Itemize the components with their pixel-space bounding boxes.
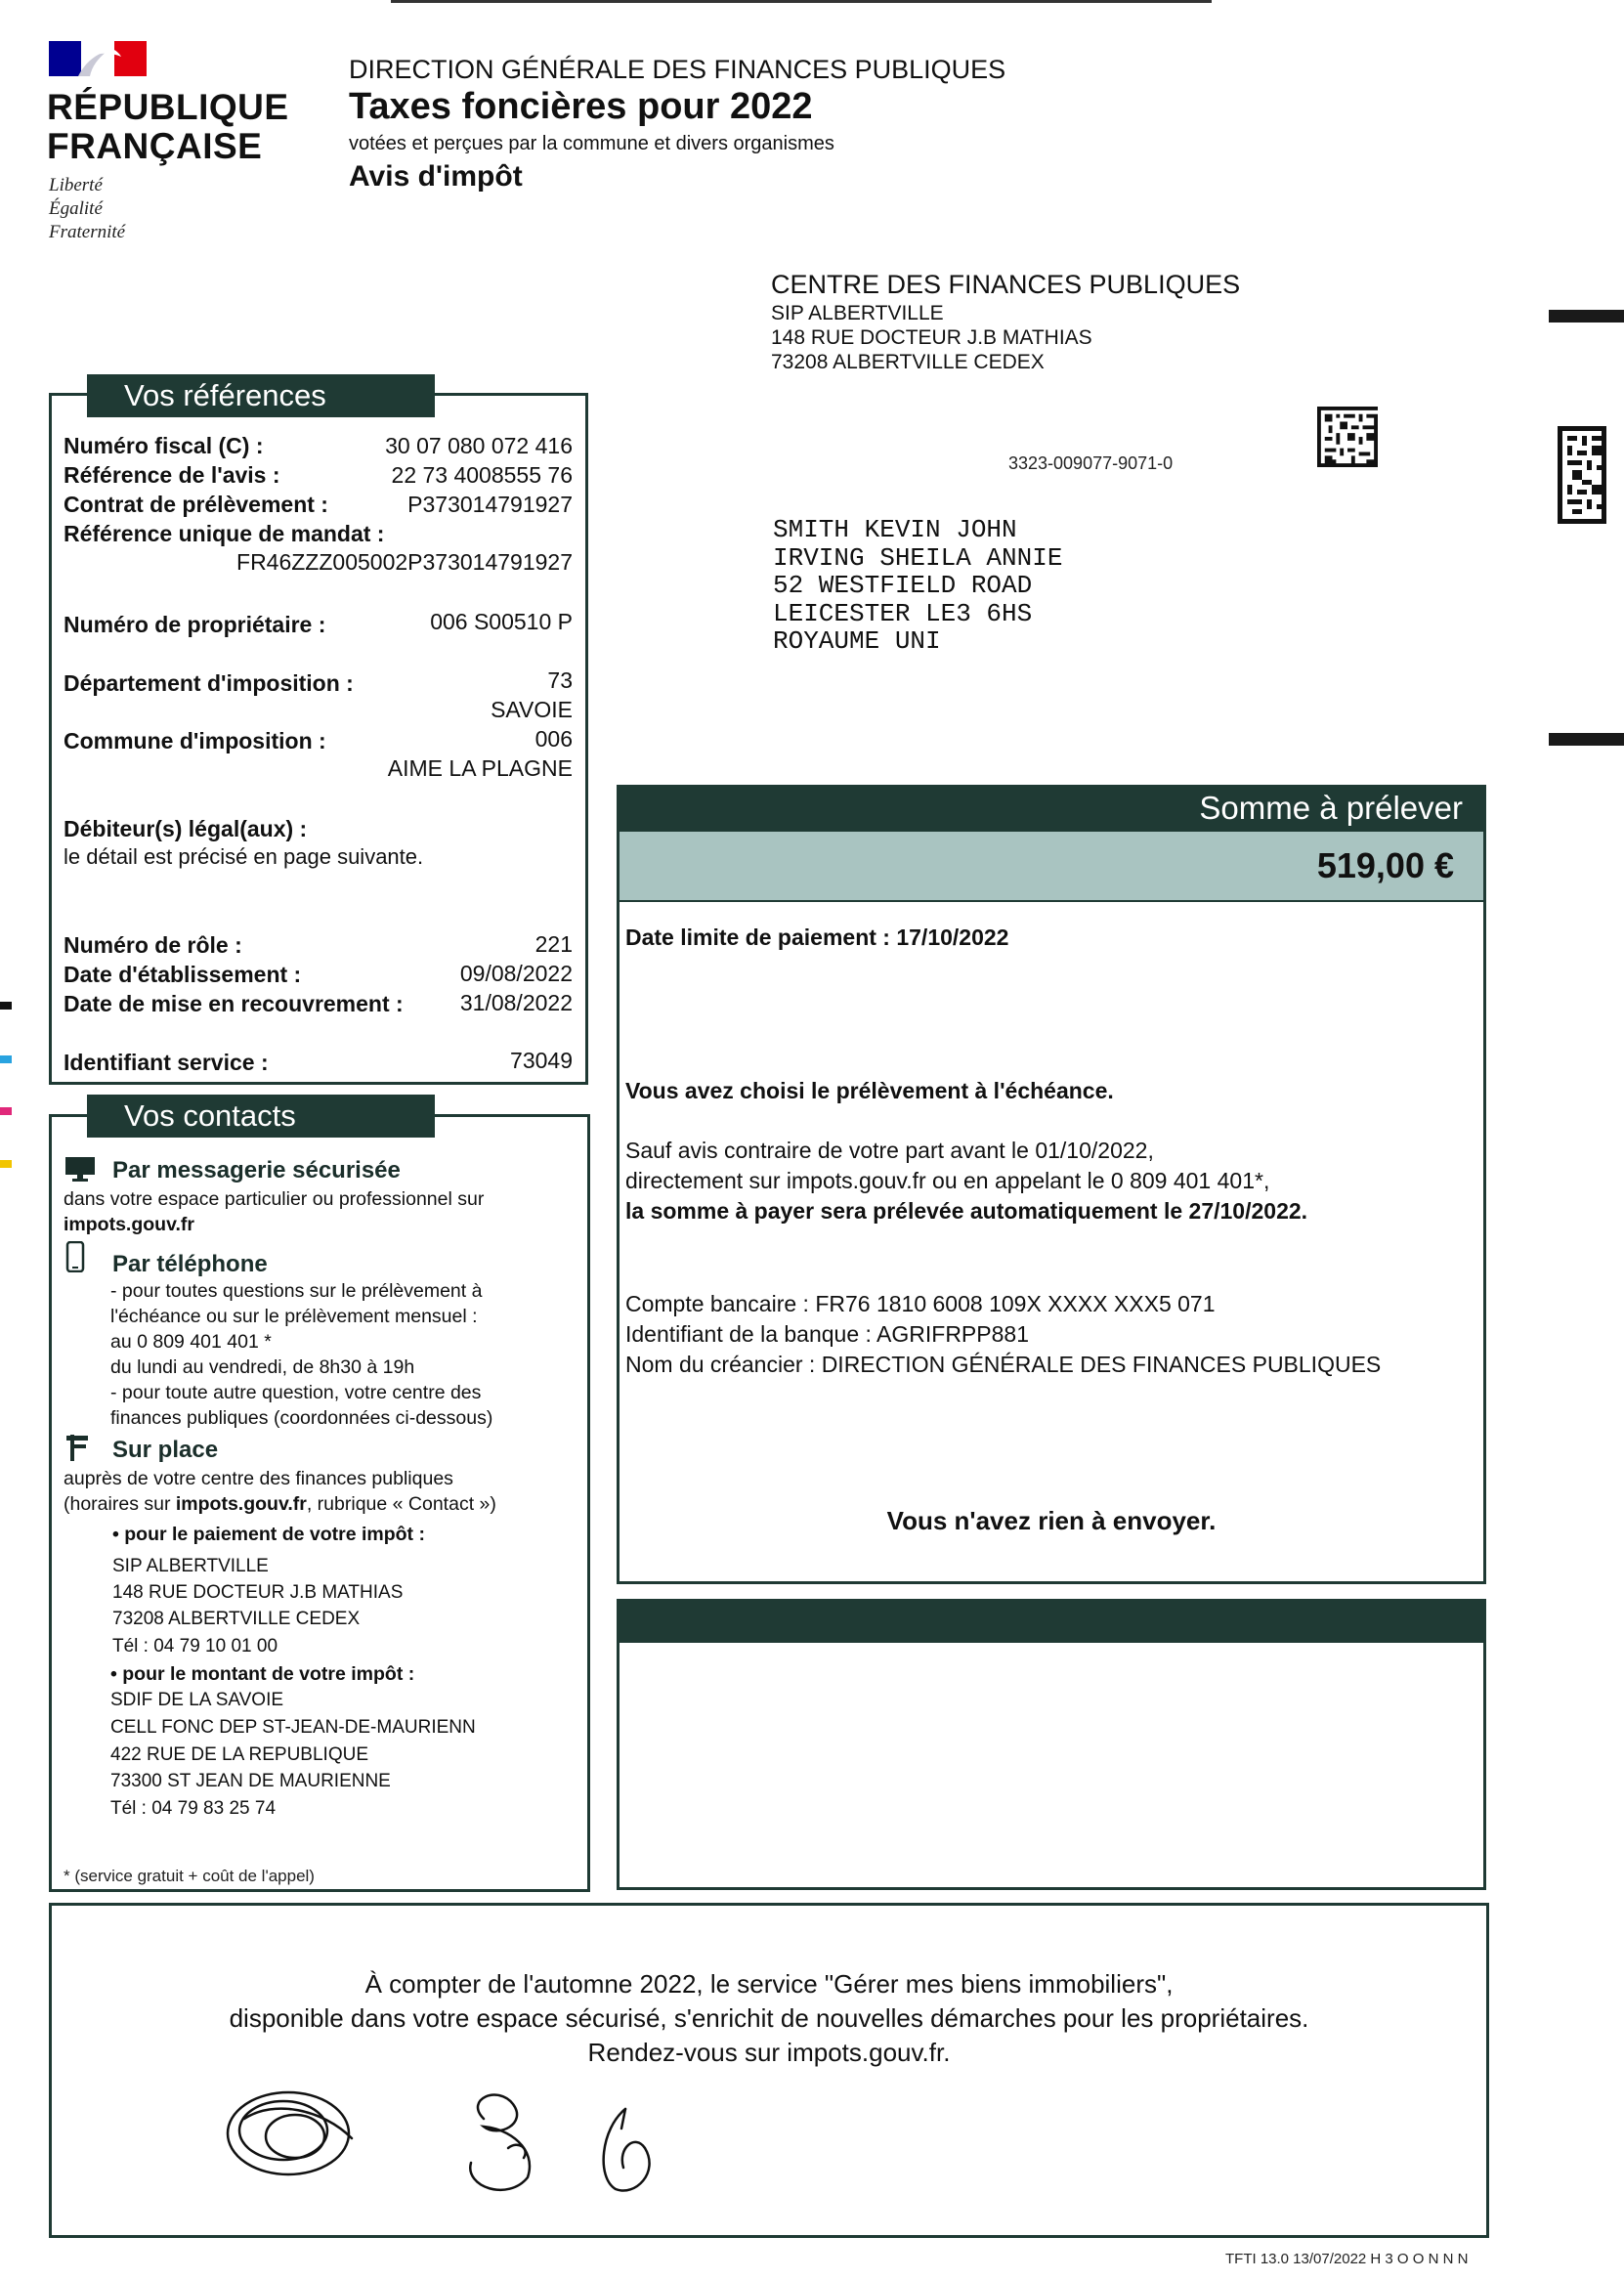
paiement-line: SIP ALBERTVILLE: [112, 1556, 269, 1576]
etablissement-label: Date d'établissement :: [64, 962, 302, 987]
proprietaire-label: Numéro de propriétaire :: [64, 612, 326, 637]
scan-mark: [0, 1002, 12, 1010]
messagerie-text: dans votre espace particulier ou professionnel sur: [64, 1188, 485, 1210]
recipient-line: SMITH KEVIN JOHN: [773, 515, 1017, 544]
motto: [49, 174, 125, 244]
role-value: 221: [534, 931, 573, 957]
paiement-line: Tél : 04 79 10 01 00: [112, 1636, 278, 1656]
departement-name: SAVOIE: [491, 697, 573, 722]
recipient-line: IRVING SHEILA ANNIE: [773, 542, 1063, 573]
paiement-title: • pour le paiement de votre impôt :: [112, 1524, 425, 1545]
date-limite: Date limite de paiement : 17/10/2022: [625, 925, 1009, 950]
motto-liberte: Liberté: [49, 175, 103, 195]
commune-code: 006: [534, 726, 573, 752]
telephone-title: Par téléphone: [112, 1251, 268, 1277]
surplace-text: , rubrique « Contact »): [306, 1493, 496, 1515]
nom-creancier: Nom du créancier : DIRECTION GÉNÉRALE DES FINANCES PUBLIQUES: [625, 1352, 1382, 1377]
montant-line: 73300 ST JEAN DE MAURIENNE: [110, 1771, 391, 1791]
role-label: Numéro de rôle :: [64, 932, 242, 958]
prelevement-choice: Vous avez choisi le prélèvement à l'échéance.: [625, 1078, 1114, 1103]
direction-title: DIRECTION GÉNÉRALE DES FINANCES PUBLIQUES: [349, 55, 1006, 84]
commune-label: Commune d'imposition :: [64, 728, 326, 753]
messagerie-title: Par messagerie sécurisée: [112, 1157, 401, 1183]
contrat-value: P373014791927: [407, 492, 573, 517]
rum-value: FR46ZZZ005002P373014791927: [236, 549, 573, 575]
tel-line: - pour toutes questions sur le prélèvement à: [110, 1280, 483, 1302]
surplace-text: (horaires sur: [64, 1493, 176, 1515]
paiement-line: 148 RUE DOCTEUR J.B MATHIAS: [112, 1582, 404, 1603]
computer-icon: [64, 1156, 97, 1182]
motto-egalite: Égalité: [49, 198, 103, 219]
empty-panel-header: [617, 1599, 1486, 1643]
montant-line: CELL FONC DEP ST-JEAN-DE-MAURIENN: [110, 1717, 476, 1738]
compte-bancaire: Compte bancaire : FR76 1810 6008 109X XXXX XXX5 071: [625, 1291, 1216, 1316]
recipient-line: ROYAUME UNI: [773, 626, 941, 656]
location-sign-icon: [64, 1433, 90, 1462]
scan-mark: [0, 1160, 12, 1168]
sauf-avis-line: la somme à payer sera prélevée automatiquement le 27/10/2022.: [625, 1198, 1308, 1224]
recipient-line: 52 WESTFIELD ROAD: [773, 571, 1033, 600]
barcode-id: 3323-009077-9071-0: [1008, 453, 1174, 473]
datamatrix-code-icon: [1316, 407, 1379, 467]
references-heading: Vos références: [87, 374, 435, 417]
contacts-heading: Vos contacts: [87, 1095, 435, 1138]
surplace-title: Sur place: [112, 1437, 219, 1463]
etablissement-value: 09/08/2022: [459, 961, 573, 986]
tel-line: finances publiques (coordonnées ci-dessous): [110, 1407, 493, 1429]
tel-line: du lundi au vendredi, de 8h30 à 19h: [110, 1356, 415, 1378]
service-value: 73049: [510, 1048, 573, 1073]
recouvrement-value: 31/08/2022: [459, 990, 573, 1015]
motto-fraternite: Fraternité: [49, 222, 126, 242]
scan-mark: [1549, 733, 1624, 746]
scan-mark: [0, 1055, 12, 1063]
somme-amount: 519,00 €: [620, 832, 1483, 900]
surplace-line: [64, 1491, 496, 1517]
service-label: Identifiant service :: [64, 1050, 269, 1075]
commune-name: AIME LA PLAGNE: [387, 755, 573, 781]
montant-line: Tél : 04 79 83 25 74: [110, 1798, 277, 1819]
scan-mark: [0, 1107, 12, 1115]
avis-label: Avis d'impôt: [349, 160, 523, 193]
sauf-avis-line: directement sur impots.gouv.fr ou en appelant le 0 809 401 401*,: [625, 1168, 1270, 1193]
debiteurs-label: Débiteur(s) légal(aux) :: [64, 816, 308, 841]
paiement-line: 73208 ALBERTVILLE CEDEX: [112, 1609, 361, 1629]
tel-line: au 0 809 401 401 *: [110, 1331, 272, 1353]
contacts-footnote: * (service gratuit + coût de l'appel): [64, 1867, 315, 1885]
datamatrix-code-icon: [1557, 426, 1607, 524]
centre-line: 148 RUE DOCTEUR J.B MATHIAS: [771, 326, 1092, 349]
rien-a-envoyer: Vous n'avez rien à envoyer.: [886, 1506, 1217, 1535]
info-line: disponible dans votre espace sécurisé, s'enrichit de nouvelles démarches pour les propriétaires.: [229, 2003, 1309, 2033]
tel-line: l'échéance ou sur le prélèvement mensuel :: [110, 1306, 478, 1327]
numero-fiscal-label: Numéro fiscal (C) :: [64, 433, 264, 458]
montant-title: • pour le montant de votre impôt :: [110, 1663, 415, 1685]
centre-line: 73208 ALBERTVILLE CEDEX: [771, 351, 1045, 373]
marianne-logo-icon: [49, 41, 147, 76]
centre-line: SIP ALBERTVILLE: [771, 302, 944, 324]
identifiant-banque: Identifiant de la banque : AGRIFRPP881: [625, 1321, 1029, 1347]
handwritten-scribble-icon: [215, 2080, 684, 2236]
sauf-avis-line: Sauf avis contraire de votre part avant le 01/10/2022,: [625, 1138, 1154, 1163]
surplace-line: auprès de votre centre des finances publiques: [64, 1468, 453, 1489]
numero-fiscal-value: 30 07 080 072 416: [385, 433, 573, 458]
tel-line: - pour toute autre question, votre centre des: [110, 1382, 482, 1403]
recouvrement-label: Date de mise en recouvrement :: [64, 991, 404, 1016]
departement-label: Département d'imposition :: [64, 670, 354, 696]
info-line: À compter de l'automne 2022, le service "Gérer mes biens immobiliers",: [364, 1969, 1174, 1999]
contrat-label: Contrat de prélèvement :: [64, 492, 328, 517]
recipient-line: LEICESTER LE3 6HS: [773, 598, 1033, 628]
messagerie-link[interactable]: impots.gouv.fr: [64, 1214, 194, 1235]
proprietaire-value: 006 S00510 P: [430, 609, 573, 634]
divider: [620, 900, 1483, 902]
scan-top-line: [391, 0, 1212, 3]
republique-francaise: RÉPUBLIQUE FRANÇAISE: [47, 87, 289, 166]
centre-name: CENTRE DES FINANCES PUBLIQUES: [771, 270, 1241, 299]
info-line: Rendez-vous sur impots.gouv.fr.: [587, 2038, 951, 2067]
scan-mark: [1549, 310, 1624, 323]
document-code: TFTI 13.0 13/07/2022 H 3 O O N N N: [1225, 2251, 1469, 2267]
recipient-address: [773, 516, 1062, 656]
montant-line: 422 RUE DE LA REPUBLIQUE: [110, 1744, 368, 1765]
ref-avis-value: 22 73 4008555 76: [391, 462, 573, 488]
debiteurs-text: le détail est précisé en page suivante.: [64, 844, 424, 869]
ref-avis-label: Référence de l'avis :: [64, 462, 280, 488]
montant-line: SDIF DE LA SAVOIE: [110, 1690, 284, 1710]
document-title: Taxes foncières pour 2022: [349, 86, 813, 127]
surplace-link[interactable]: impots.gouv.fr: [175, 1493, 307, 1515]
phone-icon: [65, 1241, 85, 1272]
rum-label: Référence unique de mandat :: [64, 521, 385, 546]
departement-code: 73: [547, 667, 573, 693]
document-subtitle: votées et perçues par la commune et divers organismes: [349, 133, 834, 154]
somme-heading: Somme à prélever: [617, 785, 1486, 832]
